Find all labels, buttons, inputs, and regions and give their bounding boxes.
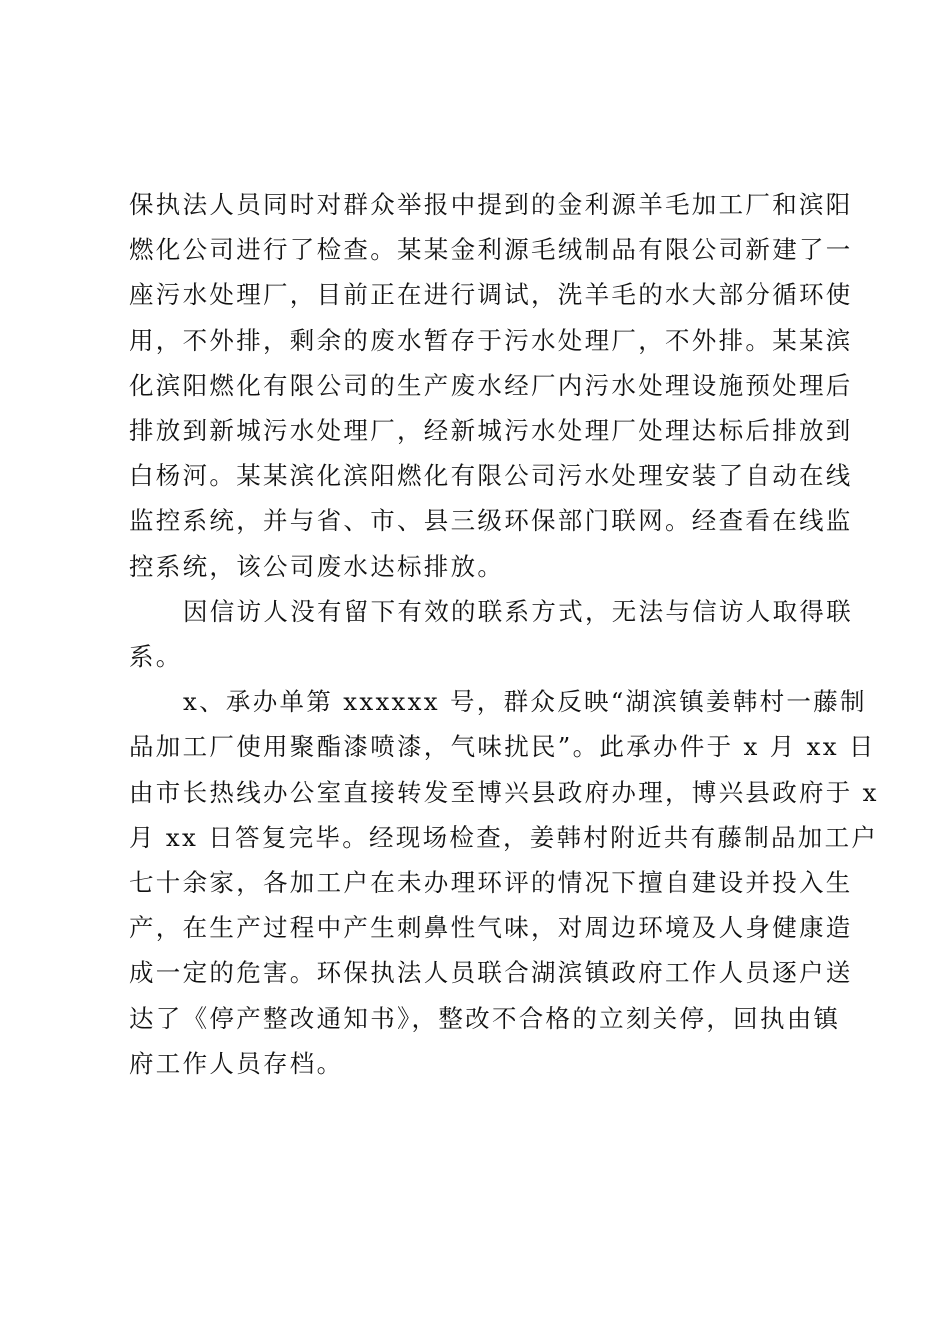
text-line: 府工作人员存档。 — [129, 1048, 344, 1078]
paragraph-case-rattan-factory — [129, 679, 879, 1086]
text-line: 七十余家，各加工户在未办理环评的情况下擅自建设并投入生 — [129, 868, 853, 898]
text-line: 系。 — [129, 642, 183, 672]
text-line: 由市长热线办公室直接转发至博兴县政府办理，博兴县政府于 x — [129, 777, 879, 807]
text-line: 座污水处理厂，目前正在进行调试，洗羊毛的水大部分循环使 — [129, 280, 853, 310]
text-line: 用，不外排，剩余的废水暂存于污水处理厂，不外排。某某滨 — [129, 325, 853, 355]
text-line: 月 xx 日答复完毕。经现场检查，姜韩村附近共有藤制品加工户 — [129, 822, 879, 852]
text-line: 品加工厂使用聚酯漆喷漆，气味扰民”。此承办件于 x 月 xx 日 — [129, 732, 876, 762]
text-line: 保执法人员同时对群众举报中提到的金利源羊毛加工厂和滨阳 — [129, 190, 853, 219]
text-line: 成一定的危害。环保执法人员联合湖滨镇政府工作人员逐户送 — [129, 958, 853, 988]
text-line: 化滨阳燃化有限公司的生产废水经厂内污水处理设施预处理后 — [129, 370, 853, 400]
text-line: x、承办单第 xxxxxx 号，群众反映“湖滨镇姜韩村一藤制 — [183, 687, 867, 717]
paragraph-inspection-results — [129, 182, 853, 589]
document-body — [129, 182, 879, 1086]
text-line: 因信访人没有留下有效的联系方式，无法与信访人取得联 — [183, 596, 853, 626]
text-line: 达了《停产整改通知书》，整改不合格的立刻关停，回执由镇 — [129, 1003, 841, 1033]
paragraph-no-contact — [129, 589, 853, 679]
text-line: 燃化公司进行了检查。某某金利源毛绒制品有限公司新建了一 — [129, 235, 853, 265]
text-line: 白杨河。某某滨化滨阳燃化有限公司污水处理安装了自动在线 — [129, 461, 853, 491]
text-line: 控系统，该公司废水达标排放。 — [129, 551, 505, 581]
text-line: 产，在生产过程中产生刺鼻性气味，对周边环境及人身健康造 — [129, 913, 853, 943]
text-line: 排放到新城污水处理厂，经新城污水处理厂处理达标后排放到 — [129, 416, 853, 446]
text-line: 监控系统，并与省、市、县三级环保部门联网。经查看在线监 — [129, 506, 853, 536]
